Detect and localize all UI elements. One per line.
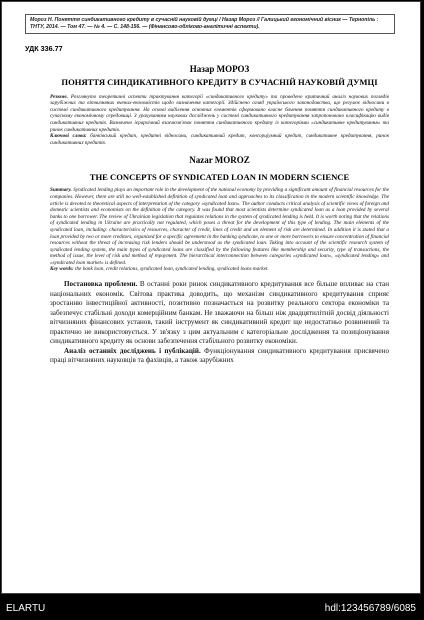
para1-lead: Постановка проблеми. [64, 280, 138, 289]
keywords-en-lead: Key words: [50, 266, 74, 273]
keywords-uk-text: банківський кредит, кредитні відносини, синдикативний кредит, консорціумний кредит, синдикативне кредитування, ринок синдикативних кредитів. [50, 133, 389, 146]
viewer-footer [0, 600, 424, 620]
summary-uk-lead: Резюме. [50, 93, 68, 100]
citation-box: Мороз Н. Поняття синдикативного кредиту в сучасній науковій думці / Назар Мороз // Галицький економічний вісник — Тернопіль : ТНТУ, 2014. — Том 47. — № 4. — С. 148-156. — (Фінансово-обліково-аналітичні аспекти). [25, 14, 395, 34]
summary-en [50, 187, 389, 266]
document-page [1, 1, 421, 594]
article-title-uk: ПОНЯТТЯ СИНДИКАТИВНОГО КРЕДИТУ В СУЧАСНІЙ НАУКОВІЙ ДУМЦІ [61, 76, 378, 87]
page-content [25, 14, 390, 366]
keywords-uk [50, 133, 389, 146]
para2-lead: Аналіз останніх досліджень і публікацій. [64, 346, 201, 355]
udk-code: УДК 336.77 [25, 43, 63, 53]
keywords-en [50, 266, 389, 273]
para1-text: В останні роки ринок синдикативного кредитування все більше впливає на стан національних економік. Світова практика доводить, що механізм синдикативного кредитування сприяє зростанню інвестиційної активності, позитивно позначається на розвитку реального сектора економіки та забезпечує стабільні доходи комерційним банкам. Не зважаючи на більш ніж двадцятилітній досвід діяльності вітчизняних фінансових установ, такий інструмент як синдикативний кредит ще недостатньо розвинений та практично не використовується. У зв'язку з цим актуальним є категоріальне дослідження та позиціонування синдикативного кредиту як основи забезпечення стабільного розвитку економіки. [50, 280, 389, 346]
author-name-en: Nazar MOROZ [189, 155, 250, 166]
keywords-en-text: the bank loan, credit relations, syndicated loan, syndicated lending, syndicated loans market. [75, 266, 269, 273]
body-paragraph-2 [50, 347, 389, 366]
summary-uk [50, 94, 389, 134]
handle-id: hdl:123456789/6085 [324, 603, 416, 614]
summary-en-text: Syndicated lending plays an important role in the development of the national economy by providing a significant amount of financial resources for the companies. However, there are still no well-established definition of syndicated loan and approaches to its classification in the modern scientific knowledge. The article is devoted to theoretical aspects of interpretation of the category «syndicated loan». The author conducts critical analysis of scientific views of foreign and domestic scientists and economists on the definition of the category. It was found that most scientists determine syndicated loan as a loan provided by several banks to one borrower. The review of Ukrainian legislation that regulates relations in the system of syndicated lending is held. It is worth noting that the relations of syndicated lending in Ukraine are practically not regulated, which poses a threat for the development of this type of lending. The main elements of the syndicated loan, including: characteristics of resources, character of credit, lines of credit and an element of risk are determined. In addition it is stated that a loan provided by two or more creditors, organized for a specific agreement in the banking syndicate, to one or more borrowers to ensure concentration of financial resources without the threat of increasing risk lenders should be understood as the syndicated loan. Taking into account of the scientific research system of syndicated lending system, the main types of syndicated loans are classified by the following features like membership and security, type of transactions, the method of issue, the level of risk and method of repayment. The hierarchical interconnection between categories «syndicated loan», «syndicated lending» and «syndicated loan market» is defined. [50, 187, 390, 266]
repository-name: ELARTU [6, 603, 46, 614]
body-paragraph-1 [50, 280, 389, 347]
article-title-en: THE CONCEPTS OF SYNDICATED LOAN IN MODERN SCIENCE [89, 172, 350, 183]
author-name-uk: Назар МОРОЗ [189, 63, 250, 74]
summary-uk-text: Розглянуто теоретичні аспекти трактування категорії «синдикативного кредиту» та проведено критичний аналіз наукових поглядів зарубіжних та вітчизняних вчених-економістів щодо визначення категорії. Здійснено огляд українського законодавства, що регулює відносини в системі синдикативного кредитування. На основі виділення основних елементів сформовано власне бачення поняття синдикативного кредиту в сучасному економічному середовищі. З урахуванням наукових досліджень у системі синдикативного кредитування запропоновано класифікацію видів синдикативних кредитів. Визначено ієрархічний взаємозв'язок поняття синдикативного кредиту із категоріями «синдикативне кредитування» та ринок синдикативних кредитів. [50, 93, 389, 133]
summary-en-lead: Summary. [50, 187, 72, 194]
para2-text: Функціонування синдикативного кредитування присвячено праці вітчизняних науковців та фахівців, а також зарубіжних [50, 346, 389, 365]
keywords-uk-lead: Ключові слова: [50, 133, 87, 140]
